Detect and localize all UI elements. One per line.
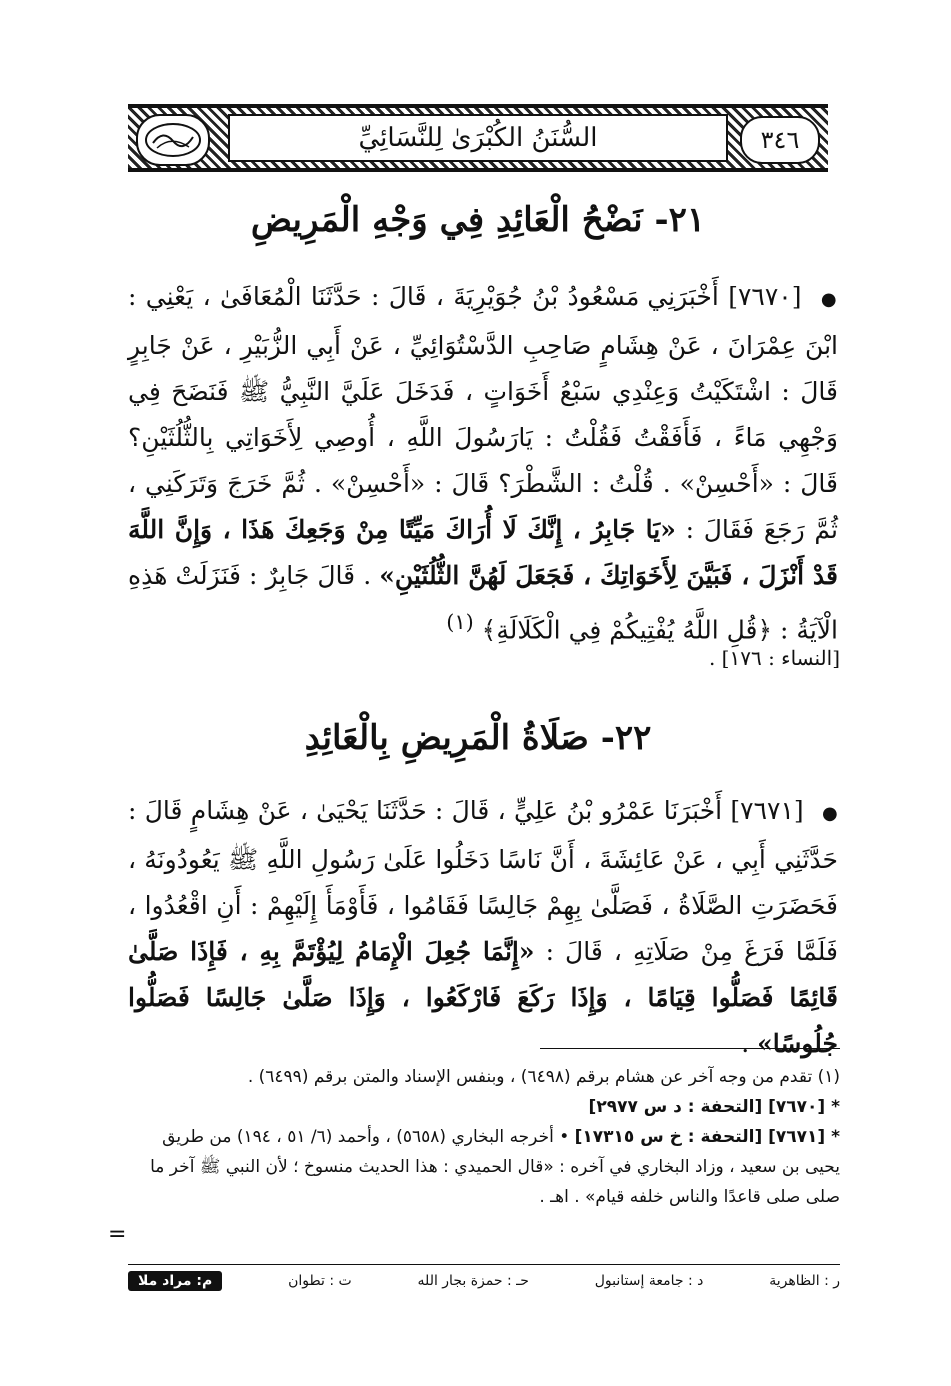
chapter-21-title: ٢١- نَضْحُ الْعَائِدِ فِي وَجْهِ الْمَرِيضِ [250, 200, 706, 240]
takhrij-7671: • أخرجه البخاري (٥٦٥٨) ، وأحمد (٦/ ٥١ ، ١٩٤) من طريق يحيى بن سعيد ، وزاد البخاري في آخره : «قال الحميدي : هذا الحديث منسوخ ؛ لأن النبي ﷺ آخر ما صلى صلى قاعدًا والناس خلفه قيام» . اهـ . [150, 1127, 840, 1207]
tuhfa-7671: * [٧٦٧١] [التحفة : خ س ١٧٣١٥] [574, 1127, 840, 1147]
bottom-divider [128, 1264, 840, 1265]
hadith-after: . [741, 1029, 750, 1058]
quran-citation: [النساء : ١٧٦] . [708, 646, 840, 670]
page-number: ٣٤٦ [740, 116, 820, 164]
chapter-22-title: ٢٢- صَلَاةُ الْمَرِيضِ بِالْعَائِدِ [304, 718, 652, 758]
footnote-ref[interactable]: (١) [446, 610, 474, 634]
hadith-after: . قَالَ جَابِرٌ : فَنَزَلَتْ هَذِهِ الْآيَةُ : ﴿قُلِ اللَّهُ يُفْتِيكُمْ فِي الْكَلَالَةِ﴾ [128, 561, 838, 645]
book-title: السُّنَنُ الكُبْرَىٰ لِلنَّسَائِيِّ [358, 123, 598, 153]
calligraphy-logo-icon [136, 114, 210, 166]
hadith-text: أَخْبَرَنِي مَسْعُودُ بْنُ جُوَيْرِيَةَ ، قَالَ : حَدَّثَنَا الْمُعَافَىٰ ، يَعْنِي : ابْنَ عِمْرَانَ ، عَنْ هِشَامٍ صَاحِبِ الدَّسْتُوَائِيِّ ، عَنْ أَبِي الزُّبَيْرِ ، عَنْ جَابِرٍ قَالَ : اشْتَكَيْتُ وَعِنْدِي سَبْعُ أَخَوَاتٍ ، فَدَخَلَ عَلَيَّ النَّبِيُّ ﷺ فَنَضَحَ فِي وَجْهِي مَاءً ، فَأَفَقْتُ فَقُلْتُ : يَارَسُولَ اللَّهِ ، أُوصِي لِأَخَوَاتِي بِالثُّلُثَيْنِ؟ قَالَ : «أَحْسِنْ» . قُلْتُ : الشَّطْرَ؟ قَالَ : «أَحْسِنْ» . ثُمَّ خَرَجَ وَتَرَكَنِي ، ثُمَّ رَجَعَ فَقَالَ : [128, 282, 838, 544]
logo-ornament-icon [143, 121, 203, 159]
continuation-mark: = [108, 1222, 127, 1247]
bullet-icon: ● [820, 289, 839, 310]
hadith-quote: «إِنَّمَا جُعِلَ الْإِمَامُ لِيُؤْتَمَّ بِهِ ، فَإِذَا صَلَّىٰ قَائِمًا فَصَلُّوا قِيَامًا ، وَإِذَا رَكَعَ فَارْكَعُوا ، وَإِذَا صَلَّىٰ جَالِسًا فَصَلُّوا جُلُوسًا» [128, 937, 838, 1058]
hadith-number: [٧٦٧٠] [728, 282, 802, 311]
source-h: حـ : حمزة بجار الله [417, 1273, 529, 1289]
tuhfa-7670: * [٧٦٧٠] [التحفة : د س ٢٩٧٧] [588, 1097, 840, 1117]
hadith-text: أَخْبَرَنَا عَمْرُو بْنُ عَلِيٍّ ، قَالَ : حَدَّثَنَا يَحْيَىٰ ، عَنْ هِشَامٍ قَالَ : حَدَّثَنِي أَبِي ، عَنْ عَائِشَةَ ، أَنَّ نَاسًا دَخَلُوا عَلَىٰ رَسُولِ اللَّهِ ﷺ يَعُودُونَهُ ، فَحَضَرَتِ الصَّلَاةُ ، فَصَلَّىٰ بِهِمْ جَالِسًا فَقَامُوا ، فَأَوْمَأَ إِلَيْهِمْ : أَنِ اقْعُدُوا ، فَلَمَّا فَرَغَ مِنْ صَلَاتِهِ ، قَالَ : [128, 796, 838, 966]
footnote-7671 [128, 1122, 840, 1212]
source-d: د : جامعة إستانبول [594, 1273, 704, 1289]
footnotes [128, 1062, 840, 1212]
bullet-icon: ● [821, 803, 838, 824]
source-r: ر : الظاهرية [769, 1273, 840, 1289]
source-m: م: مراد ملا [128, 1271, 222, 1291]
hadith-7671 [128, 788, 838, 1067]
hadith-quote: «يَا جَابِرُ ، إِنَّكَ لَا أُرَاكَ مَيِّتًا مِنْ وَجَعِكَ هَذَا ، وَإِنَّ اللَّهَ قَدْ أَنْزَلَ ، فَبَيَّنَ لِأَخَوَاتِكَ ، فَجَعَلَ لَهُنَّ الثُّلُثَيْنِ» [128, 515, 838, 590]
footnote-divider [540, 1048, 840, 1049]
footnote-1: (١) تقدم من وجه آخر عن هشام برقم (٦٤٩٨) ، وبنفس الإسناد والمتن برقم (٦٤٩٩) . [247, 1067, 840, 1087]
page-header [128, 104, 828, 172]
manuscript-sources [128, 1268, 840, 1294]
header-title-box [228, 114, 728, 162]
hadith-7670 [128, 274, 838, 653]
hadith-number: [٧٦٧١] [730, 796, 804, 825]
source-t: ت : تطوان [288, 1273, 352, 1289]
